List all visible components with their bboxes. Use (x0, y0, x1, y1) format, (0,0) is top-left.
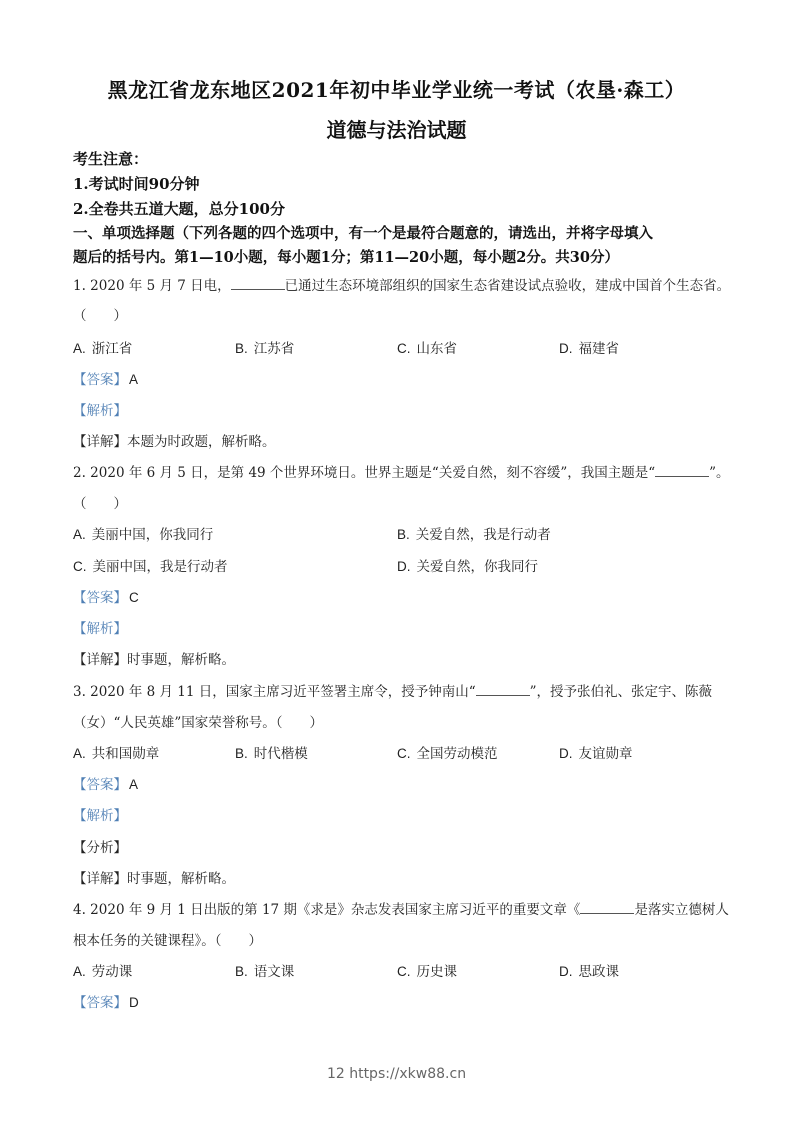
answer-label: 【答案】 (73, 777, 127, 793)
option-letter: C. (397, 746, 411, 761)
question-1-stem-start: 1. 2020 年 5 月 7 日电， (73, 278, 231, 294)
question-2-option-a (73, 523, 213, 543)
option-letter: D. (559, 341, 573, 356)
answer-value: C (129, 590, 139, 605)
answer-blank (655, 466, 709, 477)
option-text: 语文课 (253, 964, 295, 980)
notice-heading: 考生注意： (73, 150, 149, 168)
question-1-analysis-label: 【解析】 (73, 403, 127, 419)
question-3-stem-line2: （女）“人民英雄”国家荣誉称号。（ ） (73, 715, 324, 731)
option-letter: C. (73, 559, 87, 574)
option-letter: A. (73, 964, 86, 979)
detail-label: 【详解】 (73, 434, 127, 450)
question-3-option-c (397, 742, 498, 762)
option-letter: A. (73, 341, 86, 356)
question-3-stem (73, 680, 712, 700)
question-1-stem-end: 已通过生态环境部组织的国家生态省建设试点验收，建成中国首个生态省。 (284, 278, 731, 294)
answer-blank (476, 685, 530, 696)
option-text: 江苏省 (253, 341, 295, 357)
option-text: 关爱自然，我是行动者 (415, 527, 551, 543)
option-letter: B. (235, 746, 248, 761)
question-3-fenxi-label: 【分析】 (73, 840, 127, 856)
question-4-stem (73, 898, 729, 918)
option-letter: D. (397, 559, 411, 574)
question-1-answer (73, 368, 138, 388)
question-4-option-c (397, 960, 457, 980)
question-2-option-d (397, 555, 538, 575)
question-4-option-d (559, 960, 619, 980)
question-1-option-b (235, 337, 294, 357)
question-1-detail (73, 430, 276, 450)
answer-value: A (129, 372, 139, 387)
option-letter: C. (397, 341, 411, 356)
question-3-detail (73, 867, 235, 887)
notice-item-2: 2.全卷共五道大题，总分100分 (73, 200, 285, 218)
option-letter: B. (235, 964, 248, 979)
option-text: 全国劳动模范 (416, 746, 498, 762)
question-4-answer (73, 991, 139, 1011)
option-text: 山东省 (416, 341, 457, 357)
question-4-option-b (235, 960, 294, 980)
question-3-analysis-label: 【解析】 (73, 808, 127, 824)
question-2-analysis-label: 【解析】 (73, 621, 127, 637)
detail-label: 【详解】 (73, 871, 127, 887)
question-2-option-b (397, 523, 551, 543)
question-2-stem (73, 461, 730, 481)
detail-text: 本题为时政题，解析略。 (127, 434, 276, 450)
option-letter: B. (397, 527, 410, 542)
question-3-option-b (235, 742, 308, 762)
option-text: 关爱自然，你我同行 (416, 559, 538, 575)
question-4-option-a (73, 960, 132, 980)
option-text: 劳动课 (91, 964, 133, 980)
answer-value: A (129, 777, 139, 792)
option-text: 友谊勋章 (578, 746, 633, 762)
exam-title: 黑龙江省龙东地区2021年初中毕业学业统一考试（农垦·森工） (107, 78, 686, 102)
option-letter: C. (397, 964, 411, 979)
question-1-option-c (397, 337, 457, 357)
section-instruction-line1: 一、单项选择题（下列各题的四个选项中，有一个是最符合题意的，请选出，并将字母填入 (73, 225, 653, 242)
question-1-bracket: （ ） (73, 308, 127, 324)
question-4-stem-end: 是落实立德树人 (634, 902, 729, 918)
answer-label: 【答案】 (73, 372, 127, 388)
detail-label: 【详解】 (73, 652, 127, 668)
option-text: 福建省 (578, 341, 619, 357)
answer-blank (231, 279, 285, 290)
exam-subtitle: 道德与法治试题 (326, 118, 467, 142)
option-text: 思政课 (578, 964, 619, 980)
question-1-option-a (73, 337, 132, 357)
option-letter: B. (235, 341, 248, 356)
detail-text: 时事题，解析略。 (127, 871, 235, 887)
question-3-stem-start: 3. 2020 年 8 月 11 日，国家主席习近平签署主席令，授予钟南山“ (73, 684, 476, 700)
detail-text: 时事题，解析略。 (127, 652, 235, 668)
option-text: 共和国勋章 (91, 746, 160, 762)
question-2-answer (73, 586, 139, 606)
question-2-detail (73, 648, 235, 668)
question-3-stem-end: ”，授予张伯礼、张定宇、陈薇 (529, 684, 713, 700)
option-letter: D. (559, 964, 573, 979)
question-3-option-d (559, 742, 633, 762)
question-1-stem (73, 274, 730, 294)
question-2-stem-end: ”。 (709, 465, 730, 481)
section-instruction-line2: 题后的括号内。第1—10小题，每小题1分；第11—20小题，每小题2分。共30分） (73, 249, 619, 266)
option-text: 美丽中国，我是行动者 (92, 559, 228, 575)
page-footer: 12 https://xkw88.cn (326, 1066, 467, 1082)
answer-label: 【答案】 (73, 995, 127, 1011)
option-letter: D. (559, 746, 573, 761)
option-letter: A. (73, 527, 86, 542)
answer-blank (580, 903, 634, 914)
question-1-option-d (559, 337, 619, 357)
answer-label: 【答案】 (73, 590, 127, 606)
answer-value: D (129, 995, 139, 1010)
question-2-stem-start: 2. 2020 年 6 月 5 日，是第 49 个世界环境日。世界主题是“关爱自然，刻不容缓”，我国主题是“ (73, 465, 656, 481)
question-3-option-a (73, 742, 159, 762)
question-2-bracket: （ ） (73, 496, 127, 512)
option-letter: A. (73, 746, 86, 761)
question-2-option-c (73, 555, 228, 575)
question-3-answer (73, 773, 138, 793)
question-4-stem-line2: 根本任务的关键课程》。（ ） (73, 933, 262, 949)
option-text: 历史课 (416, 964, 457, 980)
option-text: 时代楷模 (253, 746, 308, 762)
option-text: 美丽中国，你我同行 (91, 527, 214, 543)
option-text: 浙江省 (91, 341, 133, 357)
notice-item-1: 1.考试时间90分钟 (73, 175, 200, 193)
question-4-stem-start: 4. 2020 年 9 月 1 日出版的第 17 期《求是》杂志发表国家主席习近平的重要文章《 (73, 902, 581, 918)
